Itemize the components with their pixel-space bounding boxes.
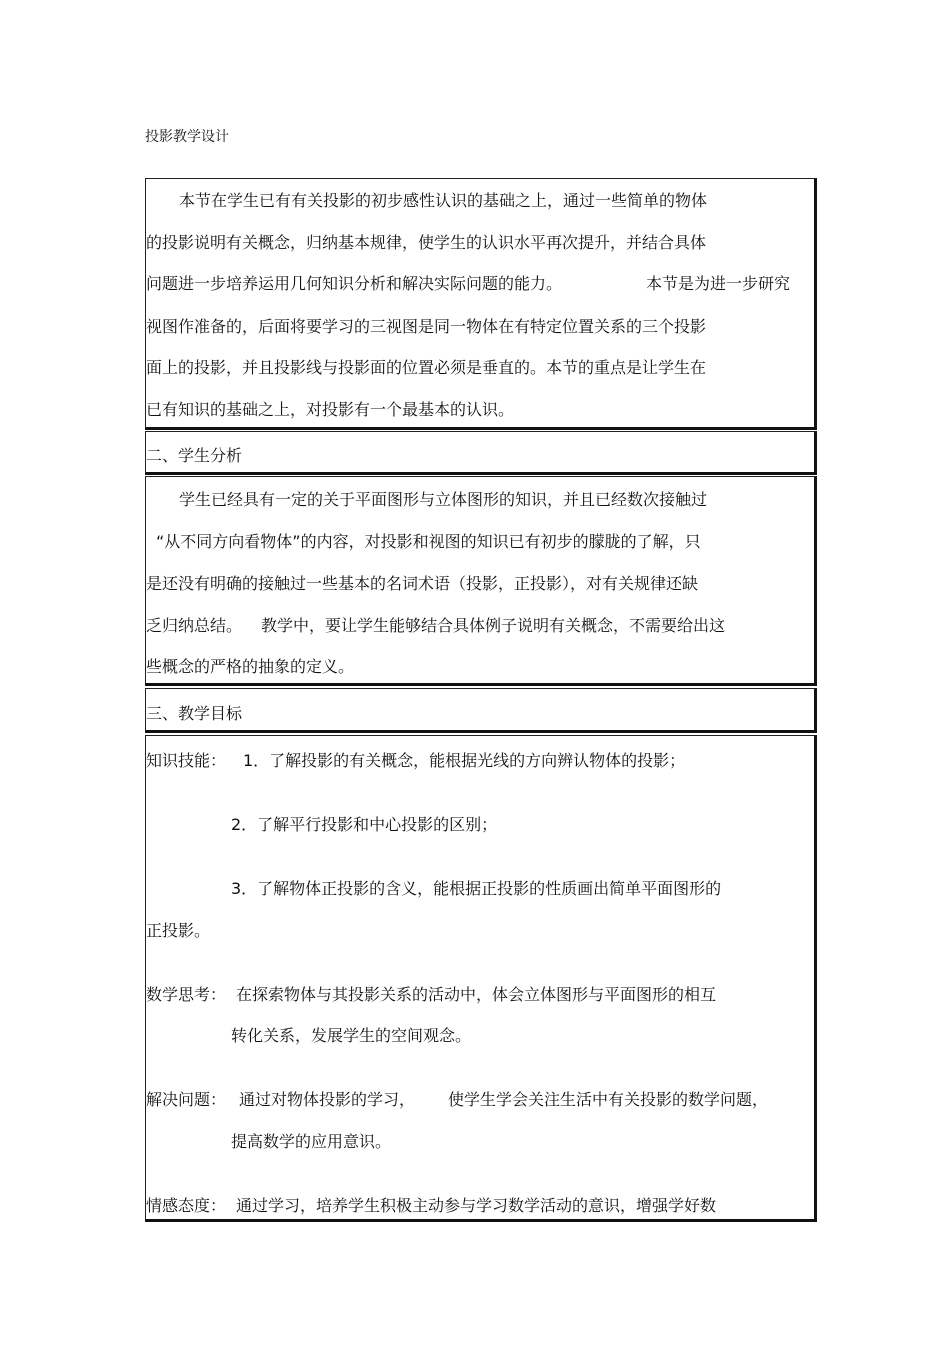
- problem-text-cont: 提高数学的应用意识。: [231, 1132, 392, 1151]
- section2-heading: 二、学生分析: [146, 446, 243, 465]
- intro-line: 视图作准备的，后面将要学习的三视图是同一物体在有特定位置关系的三个投影: [146, 317, 707, 336]
- problem-label: 解决问题：: [146, 1090, 227, 1109]
- problem-text: 通过对物体投影的学习，: [239, 1090, 416, 1109]
- section2-content-box: [145, 476, 817, 686]
- intro-line: 问题进一步培养运用几何知识分析和解决实际问题的能力。: [146, 274, 563, 293]
- knowledge-item-1: 1．了解投影的有关概念，能根据光线的方向辨认物体的投影；: [243, 751, 686, 770]
- section2-line: 乏归纳总结。: [146, 616, 243, 635]
- document-title: 投影教学设计: [145, 129, 229, 145]
- section2-line: 是还没有明确的接触过一些基本的名词术语（投影，正投影），对有关规律还缺: [146, 574, 699, 593]
- intro-line: 本节是为进一步研究: [646, 274, 791, 293]
- intro-line: 面上的投影，并且投影线与投影面的位置必须是垂直的。本节的重点是让学生在: [146, 358, 707, 377]
- section2-line: “从不同方向看物体”的内容，对投影和视图的知识已有初步的朦胧的了解，只: [156, 532, 701, 551]
- knowledge-label: 知识技能：: [146, 751, 227, 770]
- section3-heading: 三、教学目标: [146, 704, 243, 723]
- knowledge-item-3-cont: 正投影。: [146, 921, 211, 940]
- section2-line: 教学中，要让学生能够结合具体例子说明有关概念，不需要给出这: [261, 616, 726, 635]
- section2-line: 些概念的严格的抽象的定义。: [146, 657, 355, 676]
- intro-line: 的投影说明有关概念，归纳基本规律，使学生的认识水平再次提升，并结合具体: [146, 233, 707, 252]
- thinking-text-cont: 转化关系，发展学生的空间观念。: [231, 1026, 472, 1045]
- section3-heading-box: [145, 688, 817, 733]
- problem-text: 使学生学会关注生活中有关投影的数学问题，: [448, 1090, 769, 1109]
- knowledge-item-2: 2．了解平行投影和中心投影的区别；: [231, 815, 498, 834]
- intro-line: 已有知识的基础之上，对投影有一个最基本的认识。: [146, 400, 515, 419]
- section2-heading-box: [145, 431, 817, 475]
- attitude-text: 通过学习，培养学生积极主动参与学习数学活动的意识，增强学好数: [236, 1196, 717, 1215]
- intro-box: [145, 178, 817, 430]
- thinking-text: 在探索物体与其投影关系的活动中，体会立体图形与平面图形的相互: [236, 985, 717, 1004]
- attitude-label: 情感态度：: [146, 1196, 227, 1215]
- intro-line: 本节在学生已有有关投影的初步感性认识的基础之上，通过一些简单的物体: [179, 191, 708, 210]
- thinking-label: 数学思考：: [146, 985, 227, 1004]
- knowledge-item-3: 3．了解物体正投影的含义，能根据正投影的性质画出简单平面图形的: [231, 879, 722, 898]
- section2-line: 学生已经具有一定的关于平面图形与立体图形的知识，并且已经数次接触过: [179, 490, 708, 509]
- goals-box: [145, 735, 817, 1222]
